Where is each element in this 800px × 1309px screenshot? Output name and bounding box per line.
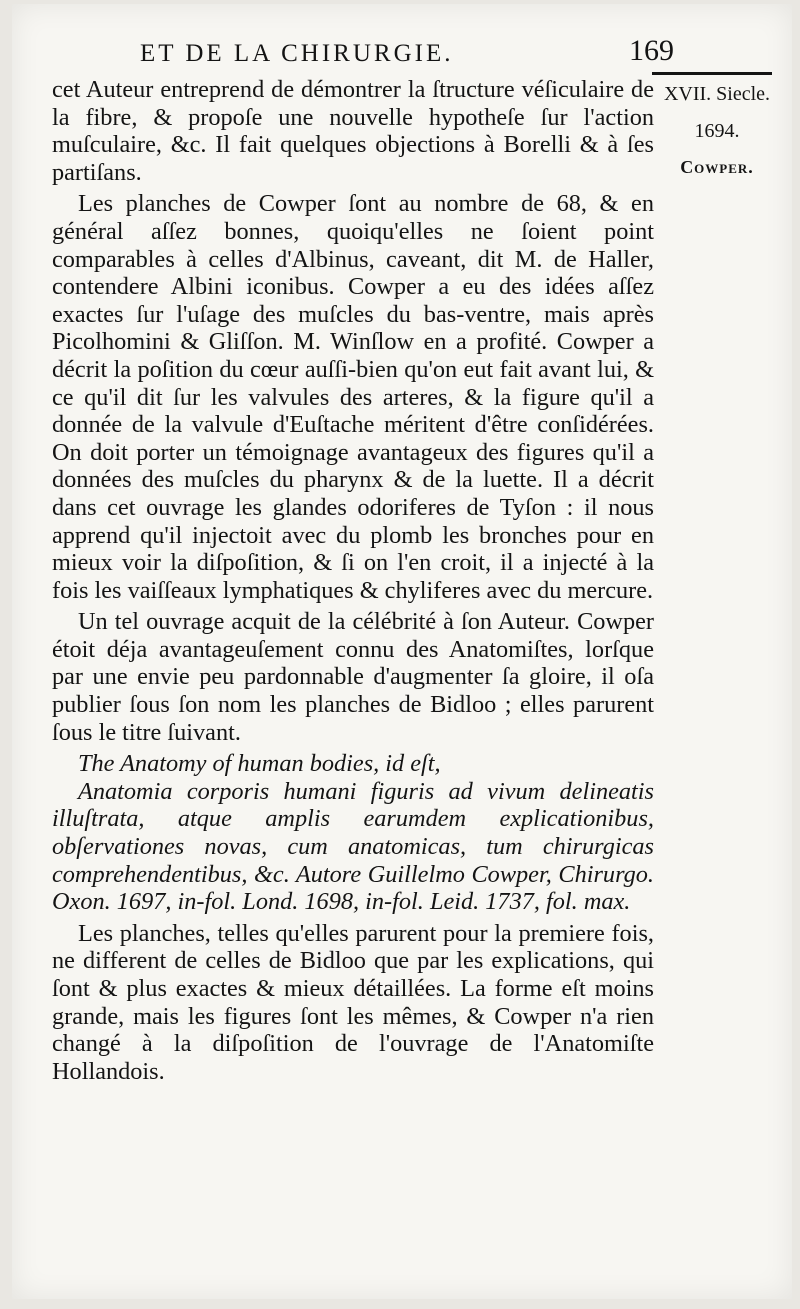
paragraph-explications: Les planches, telles qu'elles parurent pour la premiere fois, ne different de celles de Bidloo que par les explications, qui ſont & plus exactes & mieux détaillées. La forme eſt moins grande, mais les figures ſont les mêmes, & Cowper n'a rien changé à la diſpoſition de l'ouvrage de l'Anatomiſte Hollandois. — [52, 919, 654, 1085]
running-head: ET DE LA CHIRURGIE. — [140, 40, 454, 67]
margin-century: XVII. Siecle. — [663, 83, 771, 105]
margin-name: Cowper. — [680, 157, 754, 177]
page-number: 169 — [629, 34, 674, 67]
margin-rule — [652, 72, 772, 75]
page-header — [52, 34, 674, 74]
paragraph-continuation: cet Auteur entreprend de démontrer la ſtructure véſiculaire de la fibre, & propoſe une nouvelle hypotheſe ſur l'action muſculaire, &c. Il fait quelques objections à Borelli & à ſes partiſans. — [52, 76, 654, 186]
body-text — [52, 76, 654, 1085]
paragraph-celebrite: Un tel ouvrage acquit de la célébrité à ſon Auteur. Cowper étoit déja avantageuſement connu des Anatomiſtes, lorſque par une envie peu pardonnable d'augmenter ſa gloire, il oſa publier ſous ſon nom les planches de Bidloo ; elles parurent ſous le titre ſuivant. — [52, 608, 654, 746]
margin-year: 1694. — [694, 120, 740, 142]
margin-notes — [652, 72, 782, 178]
paragraph-title-latin: Anatomia corporis humani figuris ad vivum delineatis illuſtrata, atque amplis earumdem explicationibus, obſervationes novas, cum anatomicas, tum chirurgicas comprehendentibus, &c. Autore Guillelmo Cowper, Chirurgo. Oxon. 1697, in-fol. Lond. 1698, in-fol. Leid. 1737, fol. max. — [52, 777, 654, 916]
paragraph-planches: Les planches de Cowper ſont au nombre de 68, & en général aſſez bonnes, quoiqu'elles ne ſoient point comparables à celles d'Albinus, caveant, dit M. de Haller, contendere Albini iconibus. Cowper a eu des idées aſſez exactes ſur l'uſage des muſcles du bas-ventre, mais après Picolhomini & Gliſſon. M. Winſlow en a profité. Cowper a décrit la poſition du cœur auſſi-bien qu'on eut fait avant lui, & ce qu'il dit ſur les valvules des arteres, & la figure qu'il a donnée de la valvule d'Euſtache méritent d'être conſidérées. On doit porter un témoignage avantageux des figures qu'il a données des muſcles du pharynx & de la luette. Il a décrit dans cet ouvrage les glandes odoriferes de Tyſon : il nous apprend qu'il injectoit avec du plomb les bronches pour en mieux voir la diſpoſition, & ſi on l'en croit, il a injecté à la fois les vaiſſeaux lymphatiques & chyliferes avec du mercure. — [52, 190, 654, 604]
book-page — [12, 4, 792, 1299]
paragraph-title-english: The Anatomy of human bodies, id eſt, — [78, 750, 441, 778]
